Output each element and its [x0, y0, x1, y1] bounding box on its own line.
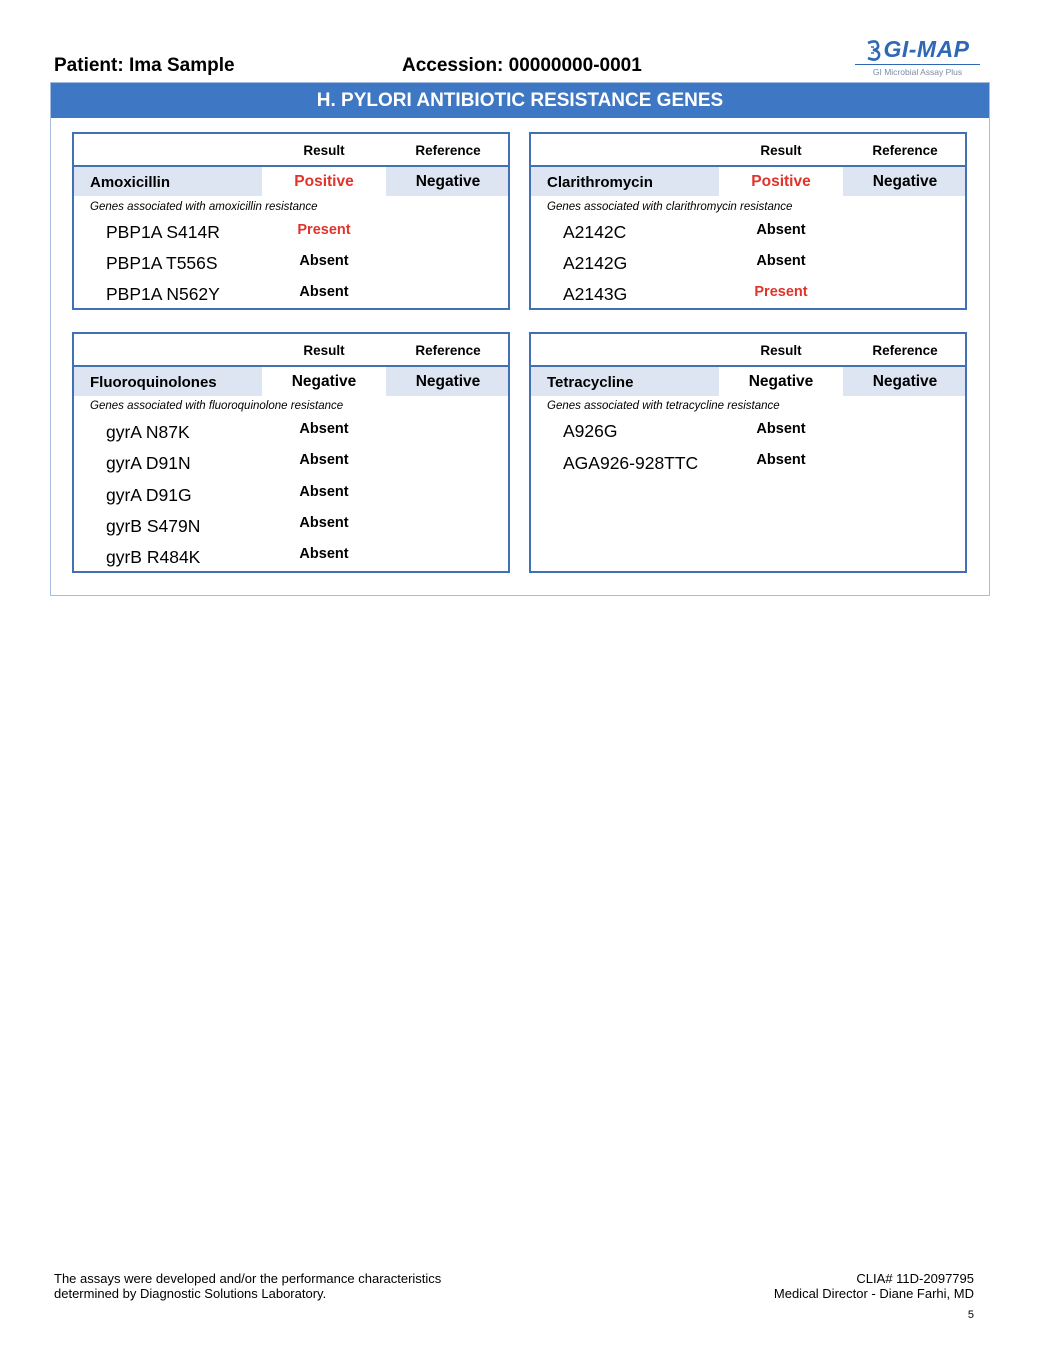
gene-name: A2142G — [563, 253, 628, 273]
gene-result: Absent — [299, 452, 349, 468]
panel-tetracycline — [529, 332, 967, 573]
gene-result: Absent — [299, 284, 349, 300]
gene-result: Absent — [299, 253, 349, 269]
drug-reference: Negative — [872, 373, 938, 390]
gene-name: gyrA N87K — [106, 422, 190, 442]
disclaimer-line-1: The assays were developed and/or the performance characteristics — [54, 1271, 442, 1286]
gene-name: A926G — [563, 421, 618, 441]
panel-fluoroquinolones — [72, 332, 510, 573]
genes-subtitle: Genes associated with amoxicillin resistance — [90, 201, 318, 213]
panel-header — [531, 334, 965, 367]
gene-name: gyrA D91N — [106, 453, 191, 473]
drug-row — [531, 367, 965, 396]
section-title: H. PYLORI ANTIBIOTIC RESISTANCE GENES — [51, 83, 989, 118]
reference-column-header: Reference — [872, 343, 938, 358]
drug-reference: Negative — [872, 173, 938, 190]
genes-subtitle: Genes associated with tetracycline resistance — [547, 400, 780, 412]
gene-result: Absent — [756, 222, 806, 238]
logo-text: GI-MAP — [883, 36, 970, 62]
panel-clarithromycin — [529, 132, 967, 310]
gene-name: gyrB R484K — [106, 547, 201, 567]
gene-result: Absent — [299, 546, 349, 562]
gi-map-logo — [855, 36, 980, 82]
gene-name: PBP1A N562Y — [106, 284, 220, 304]
gene-result: Absent — [299, 515, 349, 531]
accession-number: Accession: 00000000-0001 — [402, 55, 642, 76]
drug-name: Amoxicillin — [90, 174, 171, 191]
drug-reference: Negative — [415, 173, 481, 190]
reference-column-header: Reference — [872, 143, 938, 158]
panel-amoxicillin — [72, 132, 510, 310]
result-column-header: Result — [760, 143, 802, 158]
drug-result: Negative — [262, 367, 386, 396]
drug-row — [74, 167, 508, 196]
logo-divider — [855, 64, 980, 65]
lab-disclaimer — [54, 1271, 441, 1301]
drug-result: Negative — [719, 367, 843, 396]
gene-result: Absent — [299, 421, 349, 437]
patient-name: Patient: Ima Sample — [54, 55, 235, 76]
panel-header — [74, 334, 508, 367]
gene-name: AGA926-928TTC — [563, 453, 699, 473]
lab-credentials — [774, 1271, 974, 1301]
panel-header — [74, 134, 508, 167]
medical-director: Medical Director - Diane Farhi, MD — [773, 1286, 974, 1301]
genes-subtitle: Genes associated with fluoroquinolone resistance — [90, 400, 344, 412]
logo-mark-icon — [865, 39, 883, 61]
logo-subtitle: GI Microbial Assay Plus — [872, 67, 963, 77]
gene-result: Present — [297, 222, 351, 238]
disclaimer-line-2: determined by Diagnostic Solutions Laboratory. — [54, 1286, 327, 1301]
gene-result: Absent — [756, 421, 806, 437]
result-column-header: Result — [303, 143, 345, 158]
result-column-header: Result — [760, 343, 802, 358]
drug-name: Tetracycline — [547, 374, 634, 391]
drug-result: Positive — [262, 167, 386, 196]
drug-reference: Negative — [415, 373, 481, 390]
drug-row — [531, 167, 965, 196]
clia-number: CLIA# 11D-2097795 — [856, 1271, 974, 1286]
drug-name: Clarithromycin — [547, 174, 653, 191]
gene-result: Absent — [756, 452, 806, 468]
reference-column-header: Reference — [415, 143, 481, 158]
reference-column-header: Reference — [415, 343, 481, 358]
gene-result: Absent — [299, 484, 349, 500]
gene-name: PBP1A S414R — [106, 222, 220, 242]
gene-name: PBP1A T556S — [106, 253, 218, 273]
page-number: 5 — [967, 1309, 974, 1321]
gene-result: Absent — [756, 253, 806, 269]
gene-name: gyrB S479N — [106, 516, 201, 536]
gene-name: A2142C — [563, 222, 627, 242]
drug-row — [74, 367, 508, 396]
drug-name: Fluoroquinolones — [90, 374, 217, 391]
genes-subtitle: Genes associated with clarithromycin resistance — [547, 201, 793, 213]
drug-result: Positive — [719, 167, 843, 196]
gene-result: Present — [754, 284, 808, 300]
result-column-header: Result — [303, 343, 345, 358]
gene-name: gyrA D91G — [106, 485, 192, 505]
gene-name: A2143G — [563, 284, 628, 304]
panel-header — [531, 134, 965, 167]
